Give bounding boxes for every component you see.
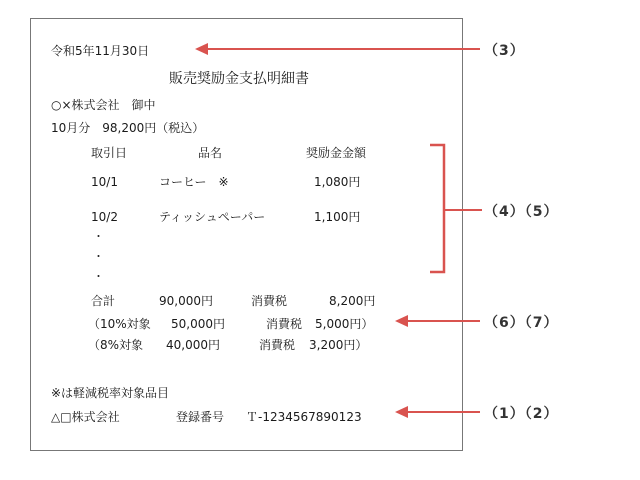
eight-percent-value: 40,000円 [166,338,220,352]
addressee: ○×株式会社 御中 [51,98,156,112]
ten-percent-tax-value: 5,000円） [315,317,374,331]
totals-arrow-head-icon [395,315,408,327]
registration-label: 登録番号 [176,410,225,424]
header-date: 取引日 [91,146,128,160]
monthly-total: 10月分 98,200円（税込） [51,121,205,135]
issuer-arrow-head-icon [395,406,408,418]
total-tax-label: 消費税 [251,294,288,308]
eight-percent-tax-value: 3,200円） [309,338,368,352]
ten-percent-tax-label: 消費税 [266,317,303,331]
date-marker: （3） [484,43,525,59]
row-1-amount: 1,080円 [314,175,361,189]
eight-percent-label: （8%対象 [88,338,144,352]
header-amount: 奨励金金額 [306,146,367,160]
total-value: 90,000円 [159,294,213,308]
total-tax-value: 8,200円 [329,294,376,308]
items-marker: （4）（5） [484,204,559,220]
row-1-item: コーヒー ※ [159,175,229,189]
date-arrow-head-icon [195,43,208,55]
issue-date: 令和5年11月30日 [51,44,150,58]
document-title: 販売奨励金支払明細書 [169,71,309,87]
ellipsis-dot: ・ [93,230,104,243]
header-item: 品名 [198,146,223,160]
registration-number: Ｔ-1234567890123 [246,410,362,424]
eight-percent-tax-label: 消費税 [259,338,296,352]
ellipsis-dot: ・ [93,270,104,283]
row-2-date: 10/2 [91,210,118,224]
issuer-name: △□株式会社 [51,410,120,424]
ten-percent-label: （10%対象 [88,317,151,331]
total-label: 合計 [91,294,116,308]
totals-marker: （6）（7） [484,315,559,331]
items-bracket [430,145,444,272]
ten-percent-value: 50,000円 [171,317,225,331]
row-2-item: ティッシュペーパー [159,210,266,224]
row-1-date: 10/1 [91,175,118,189]
row-2-amount: 1,100円 [314,210,361,224]
reduced-rate-note: ※は軽減税率対象品目 [51,386,170,400]
ellipsis-dot: ・ [93,250,104,263]
issuer-marker: （1）（2） [484,406,559,422]
